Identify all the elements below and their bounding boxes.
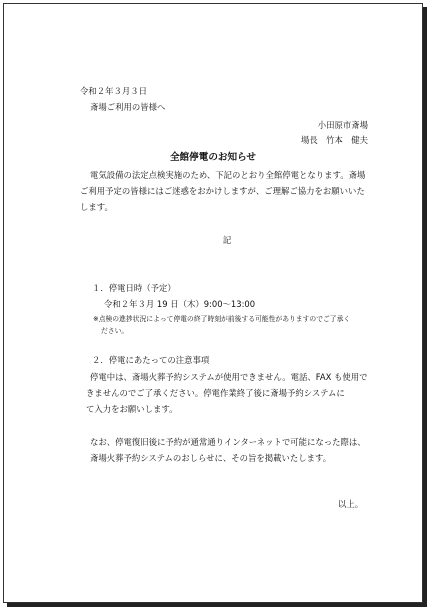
addressee: 斎場ご利用の皆様へ (90, 102, 166, 112)
item-2-line: 停電中は、斎場火葬予約システムが使用できません。電話、FAX も使用で (90, 372, 368, 382)
restore-line: なお、停電復旧後に予約が通常通りインターネットで可能になった際は、 (90, 437, 366, 447)
intro-line: 電気設備の法定点検実施のため、下記のとおり全館停電となります。斎場 (90, 170, 366, 180)
item-1-datetime: 令和２年３月 19 日（木）9:00～13:00 (104, 299, 256, 309)
item-1-heading: １．停電日時（予定） (92, 283, 176, 293)
item-1-note-line: ※点検の進捗状況によって停電の終了時刻が前後する可能性がありますのでご了承く (93, 315, 351, 323)
restore-line: 斎場火葬予約システムのおしらせに、その旨を掲載いたします。 (90, 453, 332, 463)
sender-organization: 小田原市斎場 (317, 120, 368, 130)
item-2-line: きませんのでご了承ください。停電作業終了後に斎場予約システムに (86, 388, 345, 398)
intro-line: します。 (80, 202, 113, 212)
ki-marker: 記 (222, 235, 232, 245)
notice-date: 令和２年３月３日 (80, 86, 147, 96)
intro-line: ご利用予定の皆様にはご迷惑をおかけしますが、ご理解ご協力をお願いいた (80, 186, 365, 196)
notice-title: 全館停電のお知らせ (169, 152, 257, 163)
sender-person: 場長 竹本 健夫 (301, 135, 368, 145)
closing-mark: 以上。 (338, 499, 364, 509)
document-page (3, 3, 423, 603)
item-2-heading: ２．停電にあたっての注意事項 (92, 355, 210, 365)
item-2-line: て入力をお願いします。 (86, 404, 178, 414)
item-1-note-line: ださい。 (101, 327, 129, 335)
